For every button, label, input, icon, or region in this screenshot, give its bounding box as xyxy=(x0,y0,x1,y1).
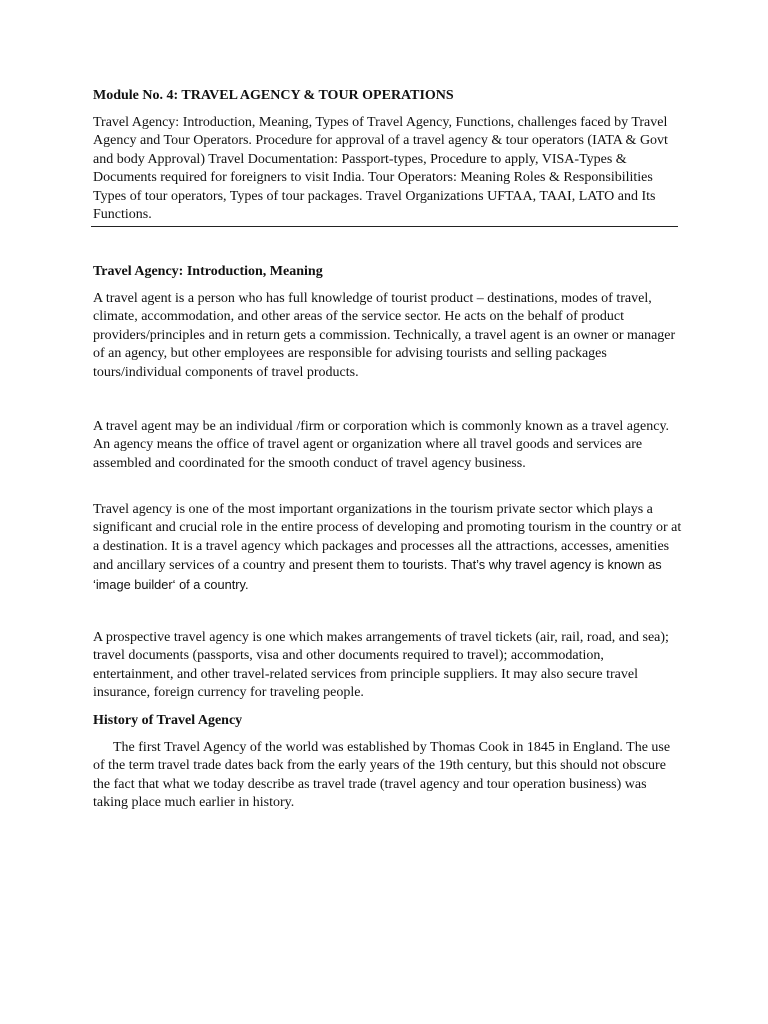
module-title: Module No. 4: TRAVEL AGENCY & TOUR OPERATIONS xyxy=(93,88,454,103)
section-heading-introduction: Travel Agency: Introduction, Meaning xyxy=(93,264,323,279)
paragraph-importance-text: Travel agency is one of the most important organizations in the tourism private sector which plays a significant and crucial role in the entire process of developing and promoting tourism in the country or at a destination. It is a travel agency which packages and processes all the attractions, accesses, amenities and ancillary services of a country and present them to xyxy=(93,502,682,574)
paragraph-travel-agency-meaning: A travel agent may be an individual /firm or corporation which is commonly known as a travel agency. An agency means the office of travel agent or organization where all travel goods and services are assembled and coordinated for the smooth conduct of travel agency business. xyxy=(93,419,670,471)
paragraph-importance-tail: tourists. That’s why travel agency is known as ‘image builder‘ of a country. xyxy=(93,557,662,592)
paragraph-prospective-agency: A prospective travel agency is one which makes arrangements of travel tickets (air, rail, road, and sea); travel documents (passports, visa and other documents required to travel); accommodation, entertainment, and other travel-related services from principle suppliers. It may also secure travel insurance, foreign currency for traveling people. xyxy=(93,630,669,701)
paragraph-history-text: The first Travel Agency of the world was established by Thomas Cook in 1845 in England. The use of the term travel trade dates back from the early years of the 19th century, but this should not obscure the fact that what we today describe as travel trade (travel agency and tour operation business) was taking place much earlier in history. xyxy=(93,740,671,811)
paragraph-travel-agency-importance xyxy=(93,501,683,595)
paragraph-travel-agent-definition: A travel agent is a person who has full knowledge of tourist product – destinations, modes of travel, climate, accommodation, and other areas of the service sector. He acts on the behalf of product providers/principles and in return gets a commission. Technically, a travel agent is an owner or manager of an agency, but other employees are responsible for advising tourists and selling packages tours/individual components of travel products. xyxy=(93,291,676,380)
module-syllabus: Travel Agency: Introduction, Meaning, Types of Travel Agency, Functions, challenges faced by Travel Agency and Tour Operators. Procedure for approval of a travel agency & tour operators (IATA & Govt and body Approval) Travel Documentation: Passport-types, Procedure to apply, VISA-Types & Documents required for foreigners to visit India. Tour Operators: Meaning Roles & Responsibilities Types of tour operators, Types of tour packages. Travel Organizations UFTAA, TAAI, LATO and Its Functions. xyxy=(93,115,668,223)
section-heading-history: History of Travel Agency xyxy=(93,713,243,728)
paragraph-history xyxy=(93,739,683,813)
horizontal-rule xyxy=(91,226,678,227)
